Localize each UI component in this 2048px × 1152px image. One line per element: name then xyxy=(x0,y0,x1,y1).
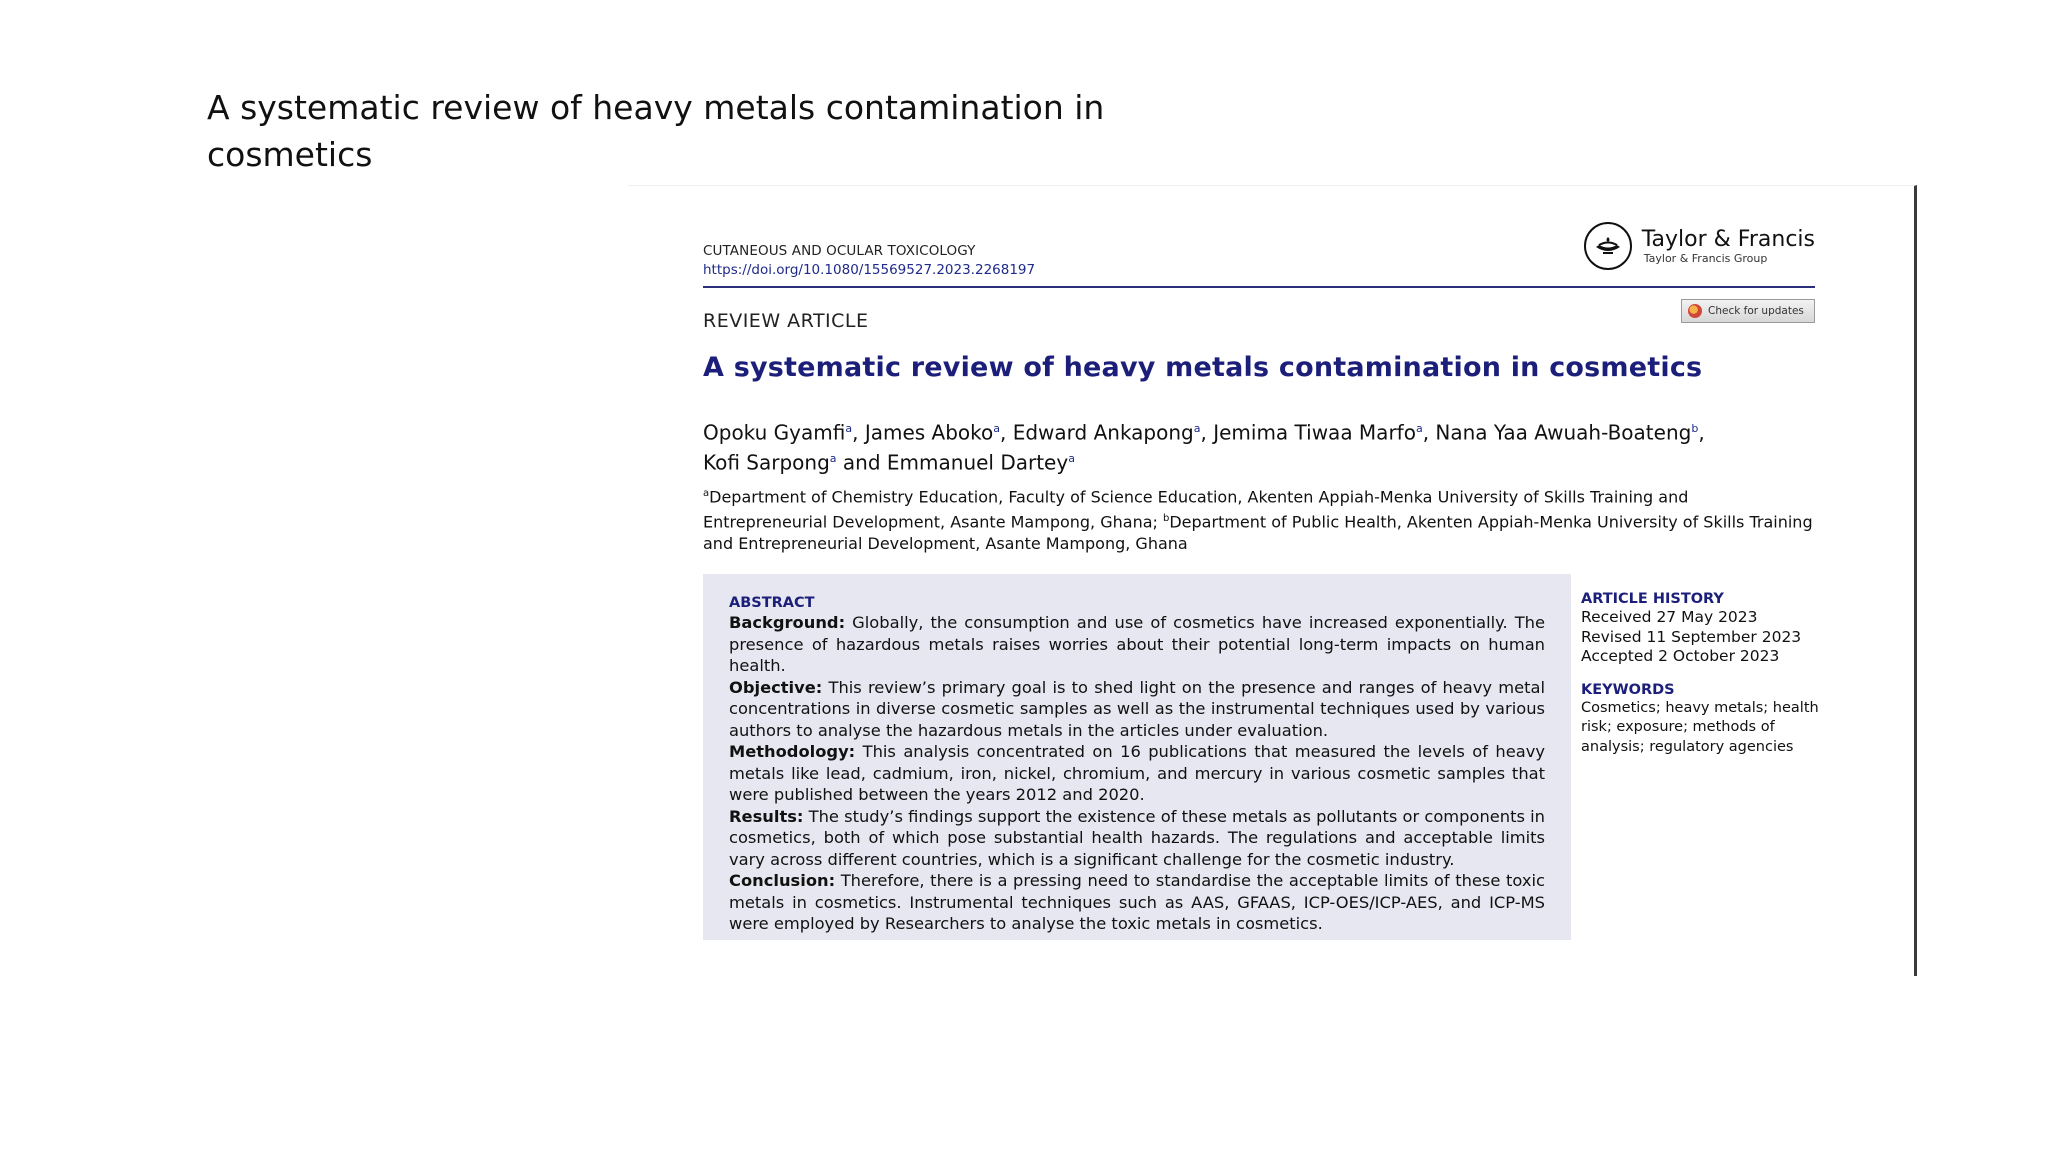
abstract-results xyxy=(729,806,1545,871)
check-updates-icon xyxy=(1688,304,1702,318)
article-sidebar xyxy=(1581,590,1821,757)
publisher-name: Taylor & Francis xyxy=(1641,226,1815,252)
abstract-label: Results: xyxy=(729,806,804,826)
affiliations xyxy=(703,483,1815,554)
slide-title: A systematic review of heavy metals contamination in cosmetics xyxy=(207,88,1105,174)
author-affiliation-mark: a xyxy=(1068,451,1075,465)
abstract-text: The study’s findings support the existence of these metals as pollutants or components in cosmetics, both of which pose substantial health hazards. The regulations and acceptable limits vary across different countries, which is a significant challenge for the cosmetic industry. xyxy=(729,806,1545,869)
author-name: Opoku Gyamfi xyxy=(703,420,846,445)
author-name: Edward Ankapong xyxy=(1012,420,1194,445)
doi-link[interactable]: https://doi.org/10.1080/15569527.2023.2268197 xyxy=(703,262,1036,278)
author-affiliation-mark: a xyxy=(845,422,853,435)
abstract-label: Background: xyxy=(729,613,846,632)
history-heading: ARTICLE HISTORY xyxy=(1581,591,1724,607)
abstract-heading: ABSTRACT xyxy=(729,595,815,611)
abstract-background xyxy=(729,612,1545,677)
author-affiliation-mark: a xyxy=(993,422,1000,435)
check-updates-label: Check for updates xyxy=(1708,305,1804,317)
abstract-label: Conclusion: xyxy=(729,871,836,890)
author-affiliation-mark: a xyxy=(1415,422,1423,435)
abstract-objective xyxy=(729,677,1545,742)
article-type: REVIEW ARTICLE xyxy=(703,310,869,332)
history-received: Received 27 May 2023 xyxy=(1581,608,1758,626)
author-list: Opoku Gyamfi$^a$, James Aboko$^a$, Edward Ankapong$^a$, Jemima Tiwaa Marfo$^a$, Nana Yaa Awuah-Boateng$^b$, Kofi Sarpong$^a$ and Emmanuel Dartey$^a$ xyxy=(703,420,1705,475)
author-name: Jemima Tiwaa Marfo xyxy=(1213,420,1416,445)
abstract-text: This review’s primary goal is to shed light on the presence and ranges of heavy metal concentrations in diverse cosmetic samples as well as the instrumental techniques used by various authors to analyse the hazardous metals in the articles under evaluation. xyxy=(729,677,1545,740)
check-updates-button[interactable] xyxy=(1681,299,1815,323)
affiliation-mark: b xyxy=(1163,512,1170,524)
affiliation-a: Department of Chemistry Education, Faculty of Science Education, Akenten Appiah-Menka University of Skills Training and Entrepreneurial Development, Asante Mampong, Ghana; xyxy=(703,487,1689,532)
author-affiliation-mark: a xyxy=(829,451,837,465)
history-accepted: Accepted 2 October 2023 xyxy=(1581,647,1780,665)
author-name: Kofi Sarpong xyxy=(703,450,830,475)
abstract-label: Methodology: xyxy=(729,742,856,761)
keywords-list: Cosmetics; heavy metals; health risk; exposure; methods of analysis; regulatory agencies xyxy=(1581,699,1819,755)
abstract-text: This analysis concentrated on 16 publications that measured the levels of heavy metals like lead, cadmium, iron, nickel, chromium, and mercury in various cosmetic samples that were published between the years 2012 and 2020. xyxy=(729,742,1545,804)
header-rule xyxy=(703,286,1815,288)
author-name: Nana Yaa Awuah-Boateng xyxy=(1435,420,1692,445)
abstract-box xyxy=(703,574,1571,940)
history-revised: Revised 11 September 2023 xyxy=(1581,627,1802,646)
lamp-icon xyxy=(1584,222,1632,270)
paper-screenshot xyxy=(628,185,1917,976)
author-conjunction: and xyxy=(842,450,881,475)
abstract-text: Globally, the consumption and use of cosmetics have increased exponentially. The presence of hazardous metals raises worries about their potential long-term impacts on human health. xyxy=(729,613,1545,675)
author-affiliation-mark: b xyxy=(1691,422,1699,435)
abstract-text: Therefore, there is a pressing need to standardise the acceptable limits of these toxic metals in cosmetics. Instrumental techniques such as AAS, GFAAS, ICP-OES/ICP-AES, and ICP-MS were employed by Researchers to analyse the toxic metals in cosmetics. xyxy=(729,871,1545,933)
affiliation-b: Department of Public Health, Akenten Appiah-Menka University of Skills Training and Entrepreneurial Development, Asante Mampong, Ghana xyxy=(703,512,1813,553)
abstract-conclusion xyxy=(729,870,1545,935)
publisher-group: Taylor & Francis Group xyxy=(1643,251,1768,265)
author-name: Emmanuel Dartey xyxy=(886,450,1069,475)
author-affiliation-mark: a xyxy=(1193,422,1201,435)
author-name: James Aboko xyxy=(864,420,994,445)
abstract-methodology xyxy=(729,741,1545,806)
article-title: A systematic review of heavy metals contamination in cosmetics xyxy=(703,352,1703,383)
journal-name: CUTANEOUS AND OCULAR TOXICOLOGY xyxy=(703,243,976,259)
affiliation-mark: a xyxy=(703,488,710,499)
publisher-logo xyxy=(1584,222,1815,270)
keywords-heading: KEYWORDS xyxy=(1581,681,1675,698)
abstract-label: Objective: xyxy=(729,677,823,697)
